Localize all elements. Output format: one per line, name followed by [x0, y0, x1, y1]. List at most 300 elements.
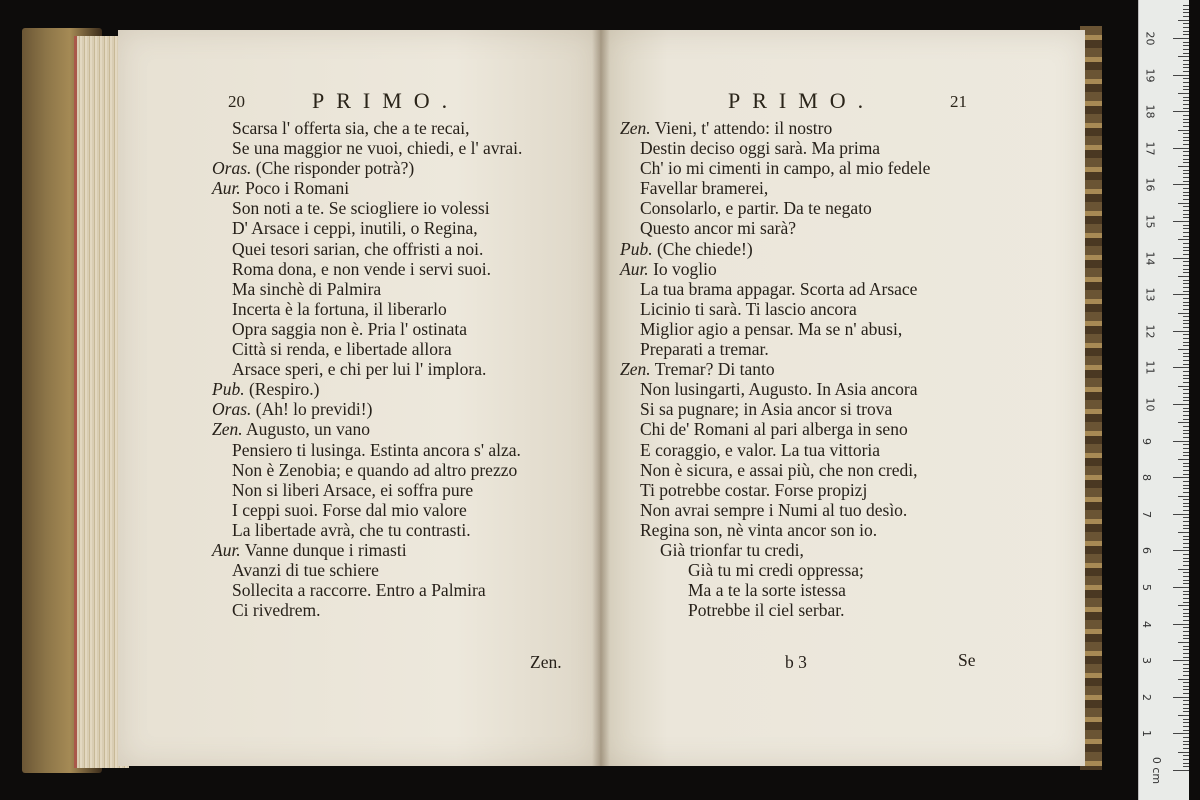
ruler-tick: [1183, 492, 1189, 493]
ruler-tick: [1183, 700, 1189, 701]
ruler-tick: [1183, 192, 1189, 193]
ruler-tick: [1173, 697, 1189, 698]
ruler-label: 12: [1143, 324, 1157, 339]
ruler-tick: [1183, 741, 1189, 742]
line-text: Incerta è la fortuna, il liberarlo: [232, 298, 447, 319]
right-verse-line: [620, 319, 930, 339]
speaker-label: Zen.: [620, 359, 651, 380]
ruler-tick: [1183, 78, 1189, 79]
ruler-tick: [1183, 71, 1189, 72]
right-catchword: Se: [958, 650, 976, 670]
ruler-tick: [1183, 214, 1189, 215]
ruler-tick: [1183, 689, 1189, 690]
right-header: [950, 88, 967, 113]
ruler-tick: [1183, 485, 1189, 486]
speaker-label: Zen.: [620, 118, 651, 138]
ruler-tick: [1183, 463, 1189, 464]
ruler-tick: [1183, 419, 1189, 420]
ruler-tick: [1173, 221, 1189, 222]
ruler-tick: [1173, 404, 1189, 405]
left-verse-line: [212, 460, 522, 480]
right-verse-line: [620, 440, 930, 460]
line-text: D' Arsace i ceppi, inutili, o Regina,: [232, 218, 478, 239]
ruler-tick: [1178, 715, 1189, 716]
ruler-tick: [1183, 759, 1189, 760]
ruler-tick: [1183, 334, 1189, 335]
ruler-tick: [1183, 602, 1189, 603]
ruler-tick: [1183, 437, 1189, 438]
ruler-tick: [1183, 393, 1189, 394]
ruler-tick: [1183, 173, 1189, 174]
ruler-label: 5: [1140, 584, 1153, 591]
ruler-tick: [1183, 722, 1189, 723]
ruler-tick: [1178, 569, 1189, 570]
ruler-tick: [1173, 294, 1189, 295]
ruler-tick: [1173, 38, 1189, 39]
left-verse-line: [212, 218, 522, 238]
ruler-tick: [1183, 631, 1189, 632]
ruler-tick: [1183, 283, 1189, 284]
line-text: Tremar? Di tanto: [654, 359, 775, 380]
ruler-tick: [1183, 228, 1189, 229]
ruler-tick: [1183, 338, 1189, 339]
ruler-tick: [1183, 27, 1189, 28]
ruler-tick: [1183, 375, 1189, 376]
ruler-tick: [1183, 682, 1189, 683]
ruler-tick: [1183, 704, 1189, 705]
speaker-label: Oras.: [212, 399, 252, 420]
ruler-tick: [1178, 679, 1189, 680]
line-text: Non è sicura, e assai più, che non credi,: [640, 459, 918, 480]
ruler-tick: [1183, 137, 1189, 138]
right-page-number: 21: [950, 92, 967, 111]
line-text: Son noti a te. Se sciogliere io volessi: [232, 198, 490, 219]
right-signature-mark: b 3: [785, 652, 807, 672]
ruler-tick: [1183, 31, 1189, 32]
ruler-label: 3: [1140, 657, 1153, 665]
ruler-label: 20: [1143, 31, 1157, 46]
ruler-tick: [1183, 708, 1189, 709]
ruler-tick: [1183, 265, 1189, 266]
right-verse-line: [620, 279, 930, 299]
ruler-tick: [1183, 517, 1189, 518]
line-text: Destin deciso oggi sarà. Ma prima: [640, 138, 881, 159]
ruler-tick: [1183, 455, 1189, 456]
ruler-label: 16: [1143, 177, 1157, 192]
line-text: Favellar bramerei,: [640, 178, 769, 199]
ruler-tick: [1183, 638, 1189, 639]
right-verse-text: [620, 118, 930, 620]
ruler-tick: [1183, 360, 1189, 361]
line-text: Preparati a tremar.: [640, 339, 769, 360]
ruler-tick: [1178, 605, 1189, 606]
ruler-tick: [1183, 309, 1189, 310]
right-verse-line: [620, 600, 930, 620]
line-text: Vanne dunque i rimasti: [244, 539, 407, 560]
ruler-tick: [1183, 580, 1189, 581]
ruler-tick: [1183, 521, 1189, 522]
ruler-label: 10: [1143, 397, 1157, 412]
speaker-label: Zen.: [212, 419, 243, 440]
ruler-tick: [1178, 422, 1189, 423]
ruler-tick: [1183, 247, 1189, 248]
line-text: Ma a te la sorte istessa: [688, 580, 846, 601]
right-verse-line: [620, 359, 930, 379]
ruler-label: 9: [1140, 437, 1153, 445]
ruler-tick: [1183, 452, 1189, 453]
ruler-tick: [1183, 151, 1189, 152]
left-verse-line: [212, 198, 522, 218]
left-verse-line: [212, 118, 522, 138]
speaker-label: Aur.: [212, 178, 241, 199]
ruler-tick: [1183, 86, 1189, 87]
ruler-tick: [1178, 496, 1189, 497]
left-verse-text: [212, 118, 522, 620]
ruler-tick: [1183, 510, 1189, 511]
left-verse-line: [212, 279, 522, 299]
right-verse-line: [620, 118, 930, 138]
ruler-tick: [1183, 342, 1189, 343]
ruler-tick: [1178, 166, 1189, 167]
ruler-tick: [1183, 506, 1189, 507]
line-text: Ci rivedrem.: [232, 600, 321, 621]
left-header: [228, 88, 245, 113]
ruler-tick: [1183, 400, 1189, 401]
ruler-label: 2: [1140, 693, 1153, 701]
line-text: (Ah! lo previdi!): [255, 399, 373, 420]
right-verse-line: [620, 158, 930, 178]
line-text: Ma sinchè di Palmira: [232, 278, 382, 299]
ruler-tick: [1183, 426, 1189, 427]
left-verse-line: [212, 600, 522, 620]
ruler-tick: [1183, 298, 1189, 299]
ruler-tick: [1183, 206, 1189, 207]
left-verse-line: [212, 178, 522, 198]
line-text: La libertade avrà, che tu contrasti.: [232, 519, 471, 540]
ruler-tick: [1183, 382, 1189, 383]
ruler-tick: [1183, 609, 1189, 610]
line-text: E coraggio, e valor. La tua vittoria: [640, 439, 881, 460]
ruler-tick: [1173, 148, 1189, 149]
line-text: Roma dona, e non vende i servi suoi.: [232, 258, 492, 279]
line-text: Chi de' Romani al pari alberga in seno: [640, 419, 908, 440]
line-text: Questo ancor mi sarà?: [640, 218, 796, 239]
line-text: Consolarlo, e partir. Da te negato: [640, 198, 872, 219]
ruler-tick: [1183, 408, 1189, 409]
ruler-tick: [1173, 367, 1189, 368]
right-verse-line: [620, 379, 930, 399]
left-verse-line: [212, 520, 522, 540]
ruler-tick: [1183, 188, 1189, 189]
line-text: Regina son, nè vinta ancor son io.: [640, 519, 878, 540]
ruler-tick: [1183, 302, 1189, 303]
ruler-tick: [1183, 411, 1189, 412]
ruler-tick: [1183, 726, 1189, 727]
ruler-tick: [1183, 144, 1189, 145]
line-text: (Che chiede!): [656, 238, 753, 259]
ruler-tick: [1173, 441, 1189, 442]
ruler-tick: [1183, 53, 1189, 54]
ruler-tick: [1183, 433, 1189, 434]
ruler-tick: [1183, 539, 1189, 540]
ruler-tick: [1183, 199, 1189, 200]
line-text: La tua brama appagar. Scorta ad Arsace: [640, 278, 918, 299]
ruler-tick: [1183, 719, 1189, 720]
ruler-tick: [1183, 210, 1189, 211]
ruler-tick: [1183, 155, 1189, 156]
ruler-tick: [1183, 353, 1189, 354]
right-verse-line: [620, 178, 930, 198]
ruler-tick: [1183, 170, 1189, 171]
ruler-tick: [1183, 613, 1189, 614]
ruler-tick: [1183, 261, 1189, 262]
left-verse-line: [212, 359, 522, 379]
ruler-tick: [1183, 97, 1189, 98]
right-verse-line: [620, 239, 930, 259]
ruler-tick: [1173, 477, 1189, 478]
ruler-tick: [1183, 572, 1189, 573]
ruler-tick: [1183, 115, 1189, 116]
ruler-label: 7: [1140, 510, 1153, 518]
ruler-tick: [1183, 236, 1189, 237]
ruler-tick: [1183, 133, 1189, 134]
ruler-tick: [1183, 177, 1189, 178]
line-text: I ceppi suoi. Forse dal mio valore: [232, 499, 467, 520]
ruler-tick: [1183, 448, 1189, 449]
ruler-tick: [1183, 474, 1189, 475]
ruler-label: 11: [1143, 360, 1157, 375]
right-verse-line: [620, 500, 930, 520]
ruler-tick: [1183, 108, 1189, 109]
line-text: Scarsa l' offerta sia, che a te recai,: [232, 118, 470, 138]
ruler-tick: [1173, 733, 1189, 734]
ruler-label: 0 cm: [1150, 756, 1164, 785]
line-text: Già tu mi credi oppressa;: [688, 560, 864, 581]
ruler-tick: [1183, 686, 1189, 687]
ruler-tick: [1173, 111, 1189, 112]
ruler-tick: [1178, 313, 1189, 314]
ruler-tick: [1183, 536, 1189, 537]
ruler-tick: [1183, 356, 1189, 357]
ruler-tick: [1183, 140, 1189, 141]
speaker-label: Oras.: [212, 158, 252, 179]
ruler-tick: [1183, 23, 1189, 24]
ruler-tick: [1183, 668, 1189, 669]
ruler-tick: [1183, 225, 1189, 226]
ruler-tick: [1183, 561, 1189, 562]
left-verse-line: [212, 480, 522, 500]
ruler-tick: [1183, 503, 1189, 504]
line-text: Già trionfar tu credi,: [660, 539, 804, 560]
ruler-tick: [1183, 42, 1189, 43]
ruler-tick: [1183, 162, 1189, 163]
ruler-tick: [1183, 646, 1189, 647]
ruler-tick: [1183, 565, 1189, 566]
ruler-tick: [1183, 481, 1189, 482]
line-text: Sollecita a raccorre. Entro a Palmira: [232, 580, 486, 601]
right-verse-line: [620, 460, 930, 480]
line-text: Non si liberi Arsace, ei soffra pure: [232, 479, 474, 500]
ruler-tick: [1183, 243, 1189, 244]
ruler-tick: [1183, 763, 1189, 764]
left-verse-line: [212, 419, 522, 439]
ruler-tick: [1183, 280, 1189, 281]
left-verse-line: [212, 299, 522, 319]
ruler-tick: [1178, 203, 1189, 204]
line-text: Se una maggior ne vuoi, chiedi, e l' avrai.: [232, 138, 523, 159]
ruler-tick: [1183, 583, 1189, 584]
left-verse-line: [212, 158, 522, 178]
ruler-label: 1: [1140, 730, 1153, 738]
ruler-label: 17: [1143, 141, 1157, 156]
ruler-tick: [1183, 664, 1189, 665]
ruler-tick: [1183, 598, 1189, 599]
ruler-tick: [1183, 126, 1189, 127]
ruler-tick: [1183, 272, 1189, 273]
measurement-ruler: [1138, 0, 1189, 800]
ruler-tick: [1183, 499, 1189, 500]
ruler-tick: [1178, 752, 1189, 753]
ruler-tick: [1183, 675, 1189, 676]
ruler-tick: [1183, 671, 1189, 672]
ruler-tick: [1183, 323, 1189, 324]
ruler-tick: [1183, 528, 1189, 529]
ruler-tick: [1183, 576, 1189, 577]
left-verse-line: [212, 580, 522, 600]
speaker-label: Pub.: [620, 238, 653, 259]
ruler-tick: [1183, 122, 1189, 123]
ruler-tick: [1178, 56, 1189, 57]
ruler-tick: [1183, 594, 1189, 595]
line-text: Vieni, t' attendo: il nostro: [654, 118, 833, 138]
ruler-tick: [1183, 89, 1189, 90]
ruler-tick: [1183, 620, 1189, 621]
right-verse-line: [620, 138, 930, 158]
speaker-label: Aur.: [212, 539, 241, 560]
left-verse-line: [212, 560, 522, 580]
ruler-tick: [1183, 737, 1189, 738]
ruler-tick: [1183, 5, 1189, 6]
ruler-tick: [1183, 378, 1189, 379]
ruler-label: 13: [1143, 287, 1157, 302]
speaker-label: Pub.: [212, 379, 245, 400]
right-verse-line: [620, 419, 930, 439]
line-text: Io voglio: [653, 258, 717, 279]
ruler-tick: [1183, 287, 1189, 288]
ruler-tick: [1183, 616, 1189, 617]
ruler-tick: [1183, 104, 1189, 105]
ruler-tick: [1183, 755, 1189, 756]
right-running-head: PRIMO.: [728, 88, 876, 113]
ruler-tick: [1183, 635, 1189, 636]
line-text: Arsace speri, e chi per lui l' implora.: [232, 359, 487, 380]
left-verse-line: [212, 259, 522, 279]
ruler-label: 18: [1143, 104, 1157, 119]
left-verse-line: [212, 500, 522, 520]
ruler-tick: [1178, 276, 1189, 277]
ruler-tick: [1178, 532, 1189, 533]
line-text: Augusto, un vano: [246, 419, 370, 440]
ruler-tick: [1183, 364, 1189, 365]
left-catchword: Zen.: [530, 652, 562, 672]
ruler-tick: [1183, 693, 1189, 694]
ruler-tick: [1173, 660, 1189, 661]
right-verse-line: [620, 480, 930, 500]
ruler-tick: [1183, 711, 1189, 712]
ruler-tick: [1183, 766, 1189, 767]
ruler-tick: [1183, 371, 1189, 372]
ruler-tick: [1178, 93, 1189, 94]
line-text: Non è Zenobia; e quando ad altro prezzo: [232, 459, 518, 480]
ruler-tick: [1183, 748, 1189, 749]
line-text: Non lusingarti, Augusto. In Asia ancora: [640, 379, 918, 400]
right-verse-line: [620, 560, 930, 580]
right-verse-line: [620, 399, 930, 419]
ruler-tick: [1183, 345, 1189, 346]
ruler-tick: [1173, 624, 1189, 625]
ruler-tick: [1183, 119, 1189, 120]
ruler-tick: [1183, 547, 1189, 548]
ruler-tick: [1183, 250, 1189, 251]
left-verse-line: [212, 540, 522, 560]
ruler-tick: [1183, 657, 1189, 658]
ruler-tick: [1183, 649, 1189, 650]
line-text: (Che risponder potrà?): [255, 158, 415, 179]
ruler-tick: [1183, 415, 1189, 416]
ruler-tick: [1183, 45, 1189, 46]
ruler-tick: [1183, 397, 1189, 398]
ruler-tick: [1178, 459, 1189, 460]
ruler-tick: [1178, 642, 1189, 643]
ruler-label: 14: [1143, 251, 1157, 266]
left-verse-line: [212, 319, 522, 339]
left-verse-line: [212, 138, 522, 158]
line-text: Pensiero ti lusinga. Estinta ancora s' alza.: [232, 439, 521, 460]
ruler-tick: [1183, 195, 1189, 196]
line-text: Miglior agio a pensar. Ma se n' abusi,: [640, 318, 903, 339]
ruler-tick: [1183, 9, 1189, 10]
left-running-head-wrap: [312, 88, 459, 114]
ruler-tick: [1183, 159, 1189, 160]
ruler-tick: [1183, 444, 1189, 445]
ruler-tick: [1183, 254, 1189, 255]
ruler-tick: [1183, 16, 1189, 17]
ruler-tick: [1173, 75, 1189, 76]
left-verse-line: [212, 379, 522, 399]
ruler-tick: [1183, 320, 1189, 321]
ruler-tick: [1178, 349, 1189, 350]
right-verse-line: [620, 540, 930, 560]
left-verse-line: [212, 239, 522, 259]
ruler-tick: [1183, 525, 1189, 526]
ruler-label: 8: [1140, 474, 1153, 482]
ruler-tick: [1183, 466, 1189, 467]
ruler-tick: [1183, 217, 1189, 218]
ruler-tick: [1183, 100, 1189, 101]
ruler-label: 4: [1140, 620, 1153, 628]
ruler-tick: [1173, 587, 1189, 588]
ruler-tick: [1183, 64, 1189, 65]
ruler-tick: [1173, 770, 1189, 771]
line-text: (Respiro.): [248, 379, 320, 400]
ruler-tick: [1183, 627, 1189, 628]
ruler-tick: [1183, 305, 1189, 306]
ruler-tick: [1183, 730, 1189, 731]
line-text: Poco i Romani: [245, 178, 350, 199]
line-text: Città si renda, e libertade allora: [232, 339, 452, 360]
ruler-tick: [1183, 558, 1189, 559]
right-verse-line: [620, 520, 930, 540]
